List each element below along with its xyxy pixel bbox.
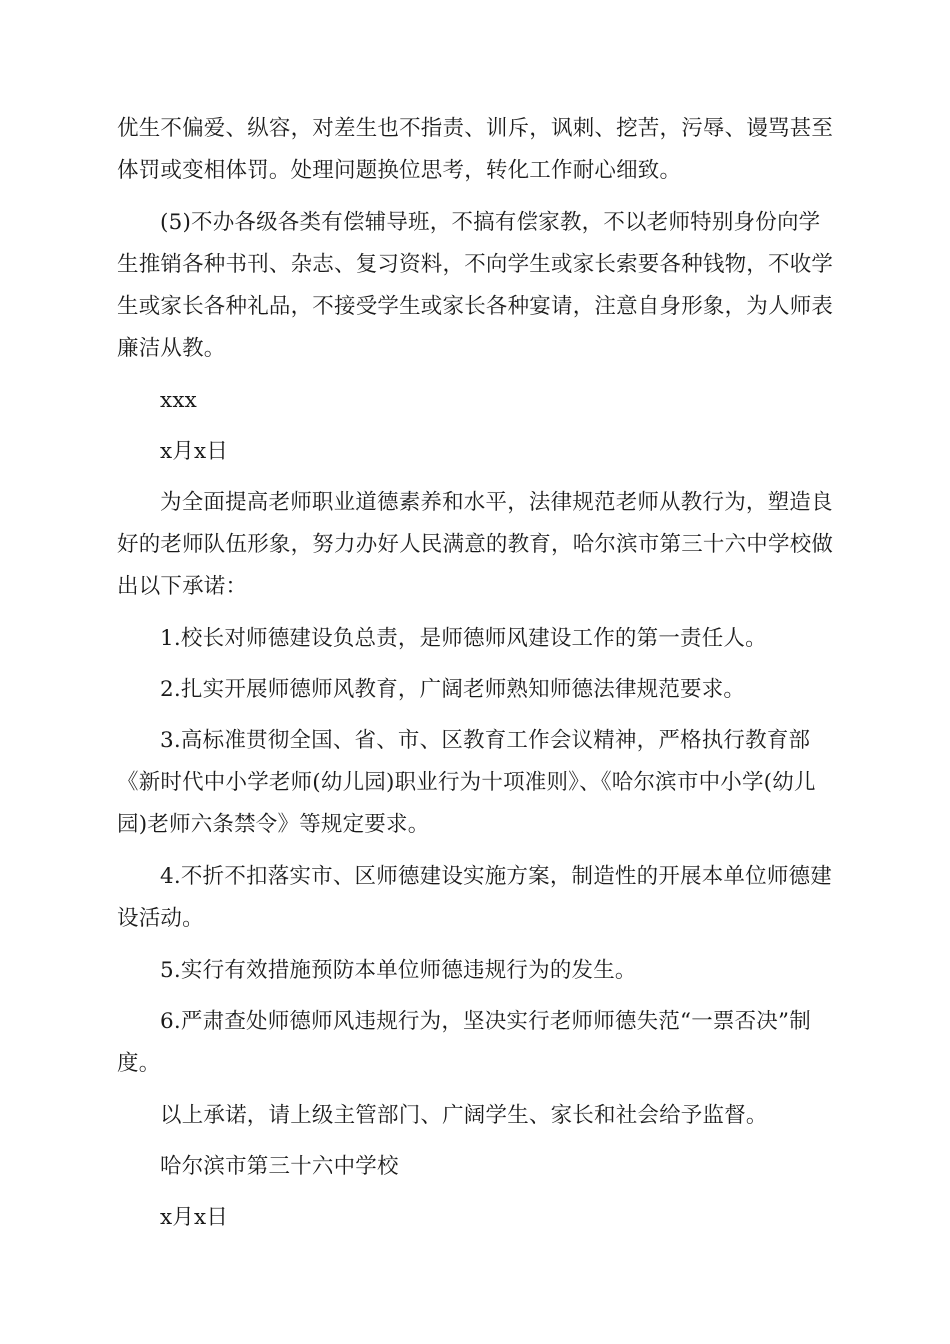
- paragraph-school-commitment-intro: 为全面提高老师职业道德素养和水平，法律规范老师从教行为，塑造良好的老师队伍形象，努力办好人民满意的教育，哈尔滨市第三十六中学校做出以下承诺：: [117, 490, 834, 599]
- commitment-item-4: 4.不折不扣落实市、区师德建设实施方案，制造性的开展本单位师德建设活动。: [117, 864, 832, 931]
- commitment-item-3: 3.高标准贯彻全国、省、市、区教育工作会议精神，严格执行教育部《新时代中小学老师(幼儿园)职业行为十项准则》、《哈尔滨市中小学(幼儿园)老师六条禁令》等规定要求。: [117, 728, 816, 837]
- paragraph-supervision-request: 以上承诺，请上级主管部门、广阔学生、家长和社会给予监督。: [160, 1103, 768, 1128]
- signature-school-name: 哈尔滨市第三十六中学校: [160, 1154, 399, 1179]
- paragraph-item-5-no-paid-tutoring: (5)不办各级各类有偿辅导班，不搞有偿家教，不以老师特别身份向学生推销各种书刊、杂志、复习资料，不向学生或家长索要各种钱物，不收学生或家长各种礼品，不接受学生或家长各种宴请，注意自身形象，为人师表廉洁从教。: [117, 210, 834, 361]
- commitment-item-6: 6.严肃查处师德师风违规行为，坚决实行老师师德失范“一票否决”制度。: [117, 1009, 811, 1076]
- paragraph-conduct-continued: 优生不偏爱、纵容，对差生也不指责、训斥，讽刺、挖苦，污辱、谩骂甚至体罚或变相体罚。处理问题换位思考，转化工作耐心细致。: [117, 116, 834, 183]
- signature-name: xxx: [160, 388, 197, 413]
- signature-date-school: x月x日: [160, 1205, 229, 1230]
- commitment-item-5: 5.实行有效措施预防本单位师德违规行为的发生。: [160, 958, 637, 983]
- commitment-item-1: 1.校长对师德建设负总责，是师德师风建设工作的第一责任人。: [160, 626, 767, 651]
- document-body: [117, 108, 837, 1239]
- commitment-item-2: 2.扎实开展师德师风教育，广阔老师熟知师德法律规范要求。: [160, 677, 746, 702]
- signature-date: x月x日: [160, 439, 229, 464]
